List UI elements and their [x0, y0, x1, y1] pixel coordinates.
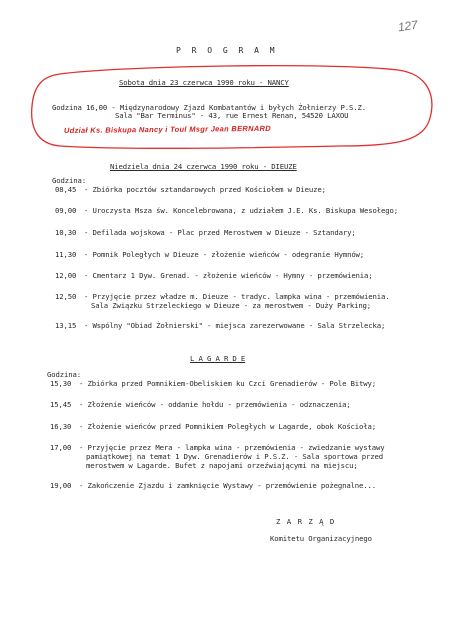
- schedule-time: 13,15: [55, 321, 77, 330]
- schedule-time: 15,30: [50, 379, 72, 388]
- schedule-text: pamiątkowej na temat 1 Dyw. Grenadierów i P.S.Z. - Sala sportowa przed: [86, 452, 384, 461]
- handwritten-note: Udział Ks. Biskupa Nancy i Toul Msgr Jean BERNARD: [63, 123, 272, 135]
- schedule-text: - Defilada wojskowa - Plac przed Merostwem w Dieuze - Sztandary;: [84, 228, 356, 237]
- schedule-time: 08,45: [55, 185, 77, 194]
- schedule-time: 16,30: [50, 422, 72, 431]
- committee-name: Komitetu Organizacyjnego: [270, 534, 372, 543]
- schedule-time: 10,30: [55, 228, 77, 237]
- schedule-text: - Przyjęcie przez władze m. Dieuze - tradyc. lampka wina - przemówienia.: [84, 292, 390, 301]
- zarzad-signature: Z A R Z Ą D: [276, 517, 336, 526]
- schedule-time: 09,00: [55, 206, 77, 215]
- nancy-line-2: Sala "Bar Terminus" - 43, rue Ernest Renan, 54520 LAXOU: [115, 111, 349, 120]
- schedule-text: - Zakończenie Zjazdu i zamknięcie Wystawy - przemówienie pożegnalne...: [79, 481, 377, 490]
- schedule-text: - Pomnik Poległych w Dieuze - złożenie wieńców - odegranie Hymnów;: [84, 250, 365, 259]
- schedule-text: - Przyjęcie przez Mera - lampka wina - przemówienia - zwiedzanie wystawy: [79, 443, 385, 452]
- schedule-text: - Wspólny "Obiad Żołnierski" - miejsca zarezerwowane - Sala Strzelecka;: [84, 321, 386, 330]
- lagarde-godzina-label: Godzina:: [47, 370, 81, 379]
- schedule-time: 12,50: [55, 292, 77, 301]
- schedule-time: 17,00: [50, 443, 72, 452]
- page-title: P R O G R A M: [176, 46, 278, 55]
- schedule-time: 15,45: [50, 400, 72, 409]
- schedule-time: 12,00: [55, 271, 77, 280]
- schedule-time: 19,00: [50, 481, 72, 490]
- schedule-text: - Złożenie wieńców - oddanie hołdu - przemówienia - odznaczenia;: [79, 400, 351, 409]
- page-number: 127: [397, 17, 419, 35]
- schedule-text: - Cmentarz 1 Dyw. Grenad. - złożenie wieńców - Hymny - przemówienia;: [84, 271, 373, 280]
- schedule-text: - Złożenie wieńców przed Pomnikiem Poległych w Lagarde, obok Kościoła;: [79, 422, 377, 431]
- nancy-line-1: Godzina 16,00 - Międzynarodowy Zjazd Kombatantów i byłych Żołnierzy P.S.Z.: [52, 103, 366, 112]
- schedule-text: merostwem w Lagarde. Bufet z napojami orzeźwiającymi na miejscu;: [86, 461, 358, 470]
- lagarde-heading: L A G A R D E: [190, 354, 246, 363]
- schedule-time: 11,30: [55, 250, 77, 259]
- schedule-text: Sala Związku Strzeleckiego w Dieuze - za merostwem - Duży Parking;: [91, 301, 372, 310]
- dieuze-heading: Niedziela dnia 24 czerwca 1990 roku - DIEUZE: [110, 162, 297, 171]
- schedule-text: - Zbiórka przed Pomnikiem-Obeliskiem ku Czci Grenadierów - Pole Bitwy;: [79, 379, 377, 388]
- schedule-text: - Uroczysta Msza św. Koncelebrowana, z udziałem J.E. Ks. Biskupa Wesołego;: [84, 206, 398, 215]
- dieuze-godzina-label: Godzina:: [52, 176, 86, 185]
- nancy-heading: Sobota dnia 23 czerwca 1990 roku - NANCY: [119, 78, 289, 87]
- schedule-text: - Zbiórka pocztów sztandarowych przed Kościołem w Dieuze;: [84, 185, 326, 194]
